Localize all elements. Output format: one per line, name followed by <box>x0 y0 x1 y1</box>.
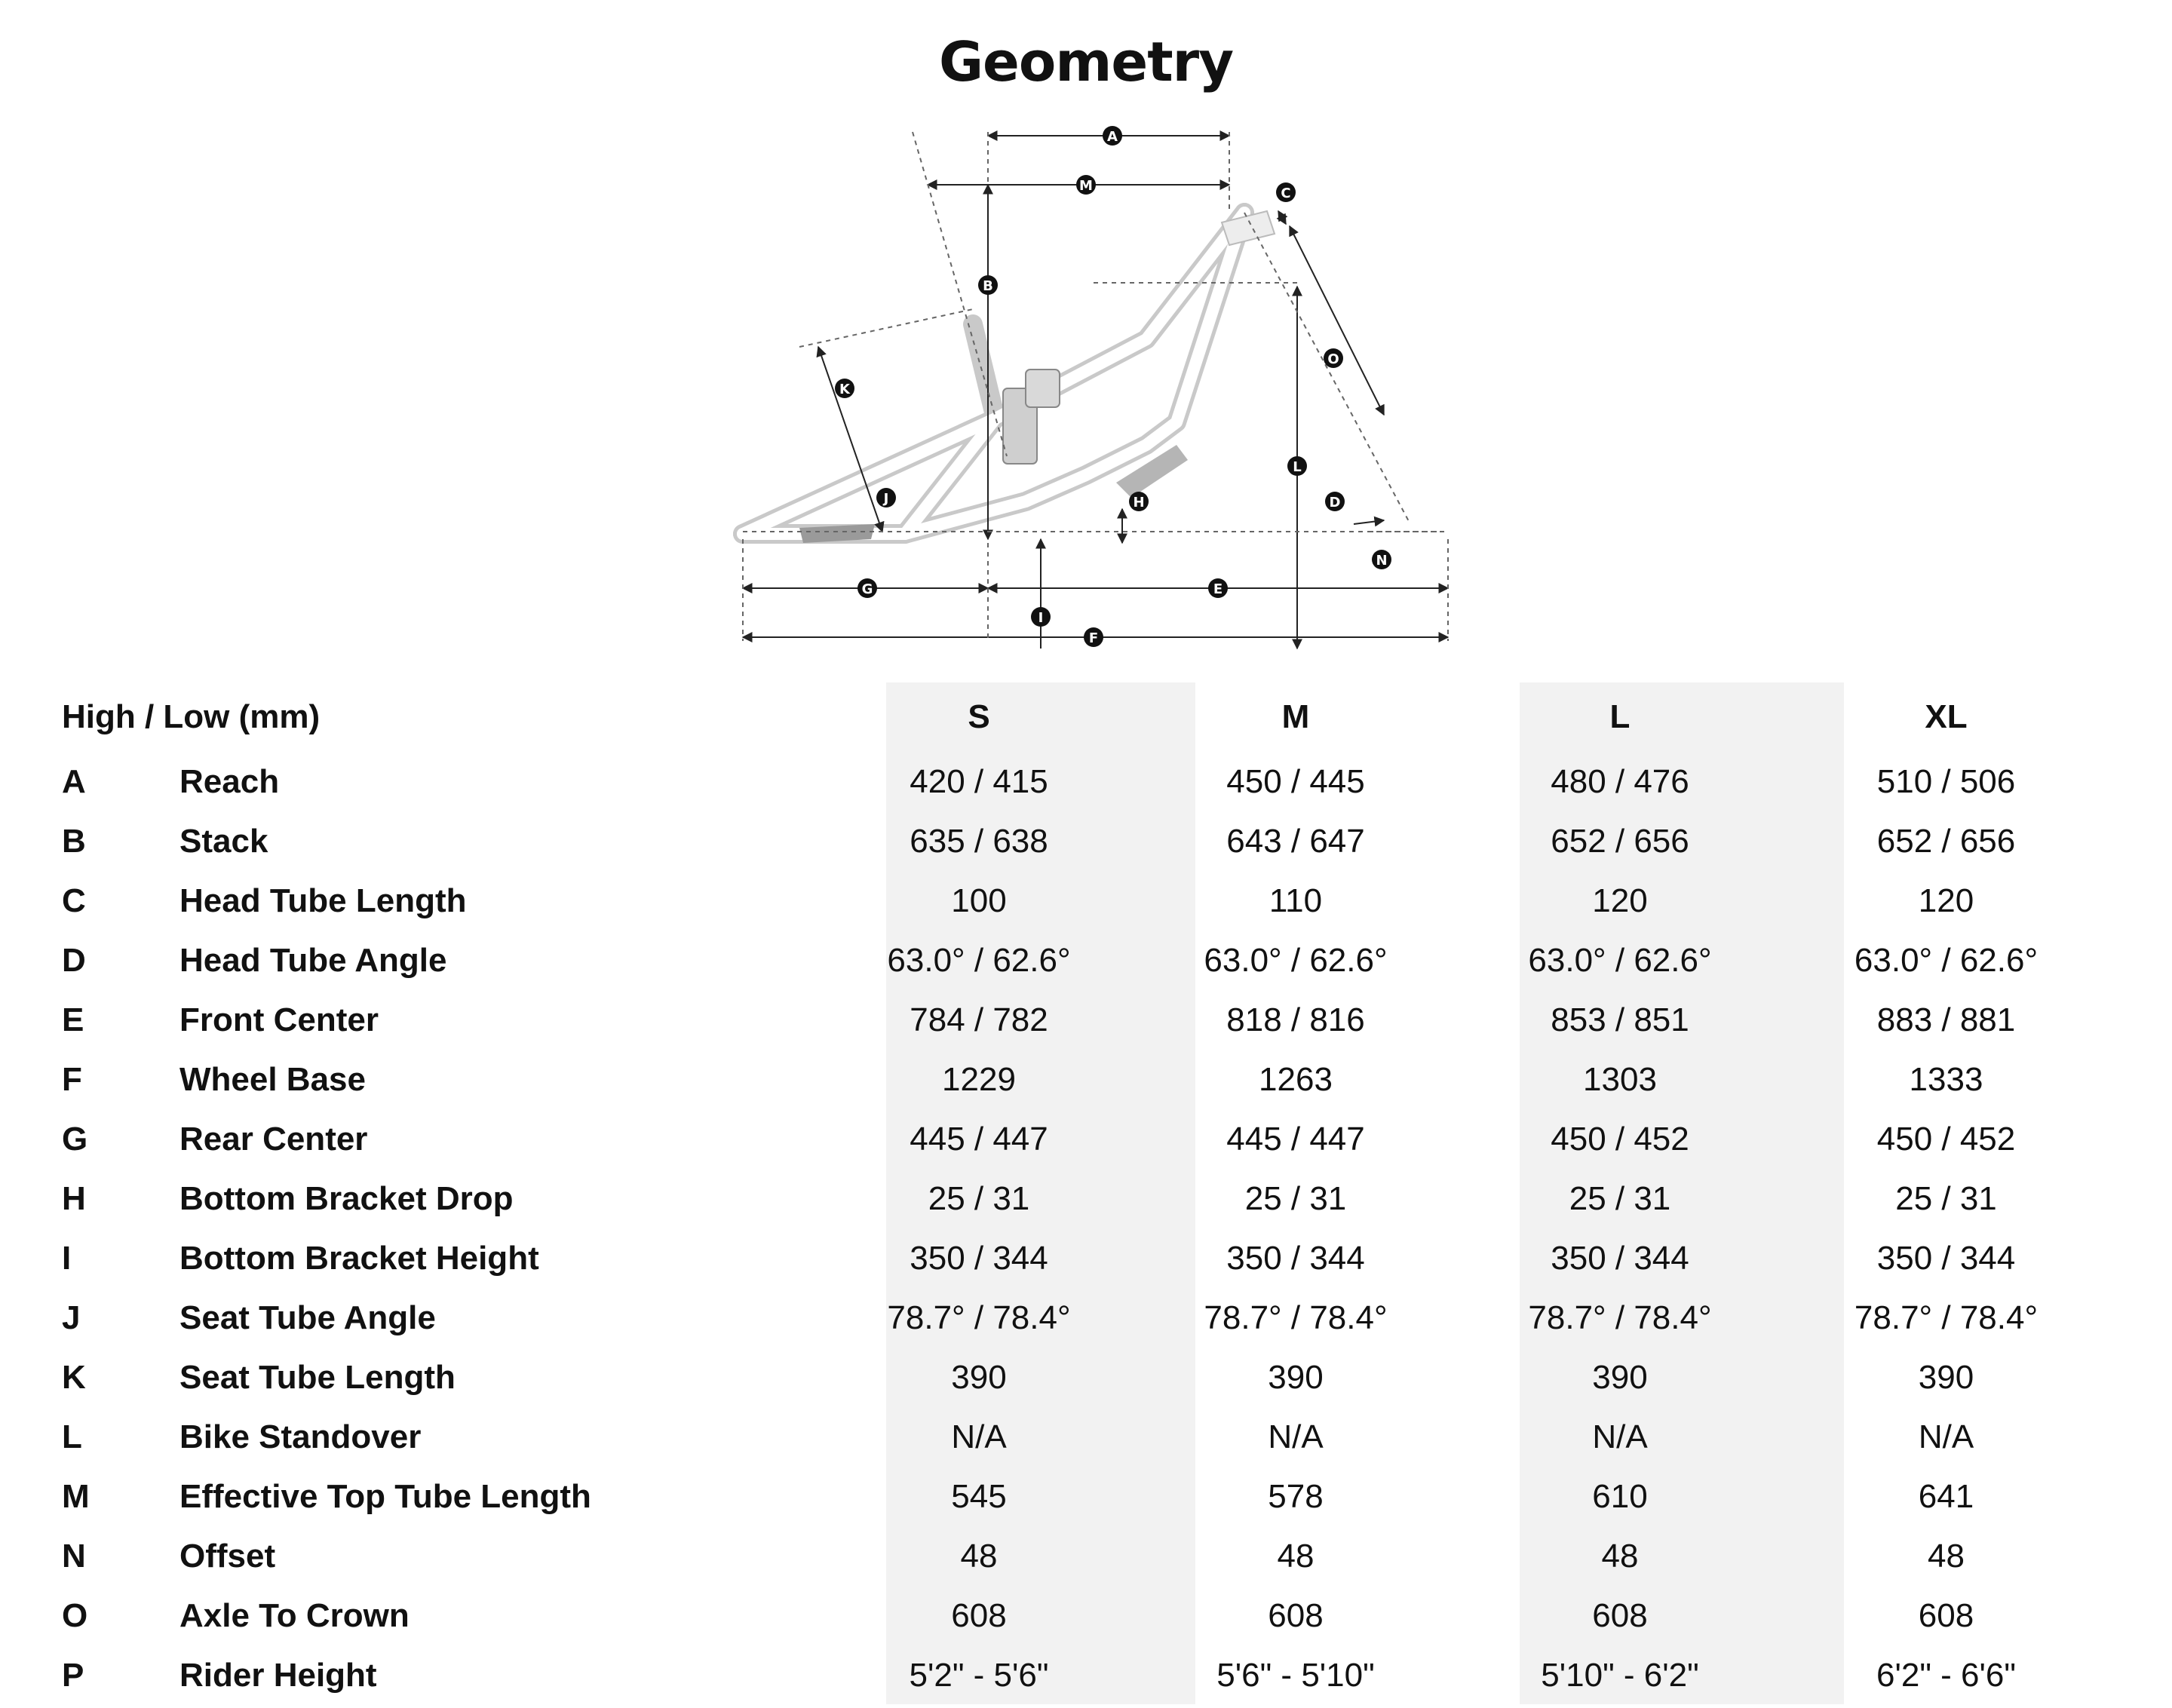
value-m: 78.7° / 78.4° <box>1204 1299 1388 1336</box>
row-pad <box>2110 1526 2172 1586</box>
svg-text:H: H <box>1133 495 1145 511</box>
svg-text:K: K <box>839 382 850 397</box>
value-m: 390 <box>1268 1358 1324 1396</box>
marker-j <box>876 488 896 507</box>
value-xl: 63.0° / 62.6° <box>1854 941 2039 979</box>
marker-d <box>1325 492 1345 511</box>
table-row <box>0 871 2172 931</box>
row-name: Bottom Bracket Height <box>179 1239 539 1277</box>
value-l: 480 / 476 <box>1551 762 1689 800</box>
table-row <box>0 1407 2172 1467</box>
row-letter: E <box>62 1001 84 1038</box>
units-label: High / Low (mm) <box>62 698 321 735</box>
value-l: 120 <box>1592 882 1648 919</box>
value-s: 100 <box>951 882 1007 919</box>
row-letter: P <box>62 1656 84 1694</box>
value-m: N/A <box>1268 1418 1324 1455</box>
value-m: 1263 <box>1259 1060 1333 1098</box>
row-pad <box>2110 1288 2172 1348</box>
value-l: 5'10" - 6'2" <box>1541 1656 1699 1694</box>
row-name: Head Tube Angle <box>179 941 447 979</box>
frame-diagram-svg <box>724 121 1493 664</box>
value-s: 608 <box>951 1596 1007 1634</box>
row-letter: D <box>62 941 86 979</box>
value-l: 610 <box>1592 1477 1648 1515</box>
table-header-row <box>0 682 2172 752</box>
marker-c <box>1276 182 1296 202</box>
value-s: N/A <box>951 1418 1007 1455</box>
value-l: 652 / 656 <box>1551 822 1689 860</box>
svg-text:G: G <box>861 581 873 597</box>
svg-text:J: J <box>883 491 889 507</box>
row-name: Front Center <box>179 1001 379 1038</box>
row-name: Rider Height <box>179 1656 377 1694</box>
row-name: Effective Top Tube Length <box>179 1477 591 1515</box>
value-s: 63.0° / 62.6° <box>887 941 1071 979</box>
page-title: Geometry <box>938 30 1234 94</box>
value-s: 784 / 782 <box>910 1001 1048 1038</box>
row-pad <box>2110 811 2172 871</box>
svg-text:B: B <box>983 278 993 294</box>
table-row <box>0 1645 2172 1705</box>
row-letter: F <box>62 1060 82 1098</box>
value-xl: 641 <box>1918 1477 1974 1515</box>
value-s: 350 / 344 <box>910 1239 1048 1277</box>
value-xl: 652 / 656 <box>1876 822 2016 860</box>
value-s: 390 <box>951 1358 1007 1396</box>
value-m: 25 / 31 <box>1244 1179 1347 1217</box>
value-l: 608 <box>1592 1596 1648 1634</box>
table-row <box>0 931 2172 990</box>
value-s: 48 <box>960 1537 998 1575</box>
size-header-s: S <box>968 698 990 735</box>
row-pad <box>2110 990 2172 1050</box>
row-pad <box>2110 931 2172 990</box>
row-pad <box>2110 1169 2172 1228</box>
marker-n <box>1372 550 1391 569</box>
value-xl: 608 <box>1918 1596 1974 1634</box>
row-pad <box>2110 1407 2172 1467</box>
value-m: 350 / 344 <box>1226 1239 1365 1277</box>
geometry-table <box>0 682 2172 1705</box>
value-m: 450 / 445 <box>1226 762 1365 800</box>
value-m: 818 / 816 <box>1226 1001 1365 1038</box>
value-xl: 48 <box>1928 1537 1965 1575</box>
marker-l <box>1287 456 1307 476</box>
value-m: 48 <box>1277 1537 1315 1575</box>
table-row <box>0 1467 2172 1526</box>
row-pad <box>2110 1467 2172 1526</box>
value-s: 545 <box>951 1477 1007 1515</box>
row-pad <box>2110 1586 2172 1645</box>
table-row <box>0 1288 2172 1348</box>
value-m: 643 / 647 <box>1226 822 1365 860</box>
row-name: Wheel Base <box>179 1060 366 1098</box>
value-s: 25 / 31 <box>928 1179 1030 1217</box>
row-letter: A <box>62 762 86 800</box>
value-xl: 450 / 452 <box>1876 1120 2016 1158</box>
value-l: 853 / 851 <box>1551 1001 1689 1038</box>
frame-silhouette <box>743 213 1244 534</box>
svg-text:O: O <box>1327 351 1339 367</box>
row-letter: N <box>62 1537 86 1575</box>
row-name: Rear Center <box>179 1120 368 1158</box>
table-row <box>0 990 2172 1050</box>
row-name: Axle To Crown <box>179 1596 410 1634</box>
table-row <box>0 1348 2172 1407</box>
table-row <box>0 1228 2172 1288</box>
value-xl: 6'2" - 6'6" <box>1876 1656 2017 1694</box>
row-letter: B <box>62 822 86 860</box>
value-s: 445 / 447 <box>910 1120 1048 1158</box>
value-m: 5'6" - 5'10" <box>1216 1656 1375 1694</box>
value-m: 578 <box>1268 1477 1324 1515</box>
row-pad <box>2110 1050 2172 1109</box>
marker-h <box>1129 492 1149 511</box>
table-row <box>0 752 2172 811</box>
value-l: N/A <box>1592 1418 1648 1455</box>
svg-text:N: N <box>1376 553 1388 569</box>
row-letter: I <box>62 1239 72 1277</box>
row-name: Seat Tube Length <box>179 1358 456 1396</box>
row-pad <box>2110 1228 2172 1288</box>
value-xl: 25 / 31 <box>1895 1179 1997 1217</box>
row-letter: C <box>62 882 86 919</box>
row-name: Stack <box>179 822 268 860</box>
svg-text:L: L <box>1293 459 1302 475</box>
row-name: Head Tube Length <box>179 882 467 919</box>
table-row <box>0 1586 2172 1645</box>
row-letter: J <box>62 1299 81 1336</box>
value-l: 390 <box>1592 1358 1648 1396</box>
value-m: 445 / 447 <box>1226 1120 1365 1158</box>
table-row <box>0 1169 2172 1228</box>
value-xl: 390 <box>1918 1358 1974 1396</box>
size-header-m: M <box>1281 698 1310 735</box>
row-name: Reach <box>179 762 280 800</box>
svg-text:M: M <box>1079 178 1093 194</box>
marker-o <box>1324 348 1343 368</box>
marker-a <box>1103 126 1122 146</box>
svg-text:E: E <box>1213 581 1223 597</box>
row-pad <box>2110 752 2172 811</box>
value-l: 63.0° / 62.6° <box>1528 941 1712 979</box>
svg-text:A: A <box>1107 129 1118 145</box>
row-name: Seat Tube Angle <box>179 1299 436 1336</box>
marker-m <box>1076 175 1096 195</box>
row-pad <box>2110 1645 2172 1705</box>
marker-b <box>978 275 998 295</box>
value-l: 350 / 344 <box>1551 1239 1689 1277</box>
value-l: 25 / 31 <box>1569 1179 1671 1217</box>
table-row <box>0 811 2172 871</box>
value-m: 110 <box>1269 882 1323 919</box>
row-pad <box>2110 1348 2172 1407</box>
row-letter: O <box>62 1596 88 1634</box>
table-row <box>0 1050 2172 1109</box>
value-l: 78.7° / 78.4° <box>1528 1299 1712 1336</box>
value-m: 608 <box>1268 1596 1324 1634</box>
value-xl: 78.7° / 78.4° <box>1854 1299 2039 1336</box>
svg-text:C: C <box>1281 186 1291 201</box>
row-letter: L <box>62 1418 82 1455</box>
svg-text:F: F <box>1088 630 1099 646</box>
row-letter: M <box>62 1477 90 1515</box>
row-name: Bike Standover <box>179 1418 422 1455</box>
row-letter: H <box>62 1179 86 1217</box>
row-name: Bottom Bracket Drop <box>179 1179 514 1217</box>
marker-g <box>857 578 877 598</box>
value-xl: N/A <box>1918 1418 1974 1455</box>
value-l: 450 / 452 <box>1551 1120 1689 1158</box>
table-row <box>0 1526 2172 1586</box>
value-l: 48 <box>1601 1537 1639 1575</box>
marker-f <box>1084 627 1103 647</box>
value-s: 635 / 638 <box>910 822 1048 860</box>
value-s: 78.7° / 78.4° <box>887 1299 1071 1336</box>
row-letter: K <box>62 1358 86 1396</box>
row-pad <box>2110 871 2172 931</box>
value-s: 5'2" - 5'6" <box>909 1656 1049 1694</box>
value-xl: 350 / 344 <box>1876 1239 2016 1277</box>
row-letter: G <box>62 1120 88 1158</box>
value-xl: 120 <box>1918 882 1974 919</box>
svg-text:I: I <box>1038 610 1044 626</box>
value-xl: 883 / 881 <box>1876 1001 2016 1038</box>
value-xl: 510 / 506 <box>1876 762 2016 800</box>
value-s: 1229 <box>942 1060 1016 1098</box>
marker-i <box>1031 607 1051 627</box>
table-row <box>0 1109 2172 1169</box>
header-pad <box>2110 682 2172 752</box>
svg-text:D: D <box>1329 495 1341 511</box>
row-pad <box>2110 1109 2172 1169</box>
value-l: 1303 <box>1583 1060 1657 1098</box>
marker-e <box>1208 578 1228 598</box>
frame-geometry-diagram <box>724 121 1493 664</box>
shock-reservoir <box>1026 370 1060 407</box>
size-header-l: L <box>1609 698 1631 735</box>
marker-k <box>835 379 854 398</box>
value-s: 420 / 415 <box>910 762 1048 800</box>
value-xl: 1333 <box>1909 1060 1983 1098</box>
size-header-xl: XL <box>1925 698 1968 735</box>
value-m: 63.0° / 62.6° <box>1204 941 1388 979</box>
row-name: Offset <box>179 1537 276 1575</box>
